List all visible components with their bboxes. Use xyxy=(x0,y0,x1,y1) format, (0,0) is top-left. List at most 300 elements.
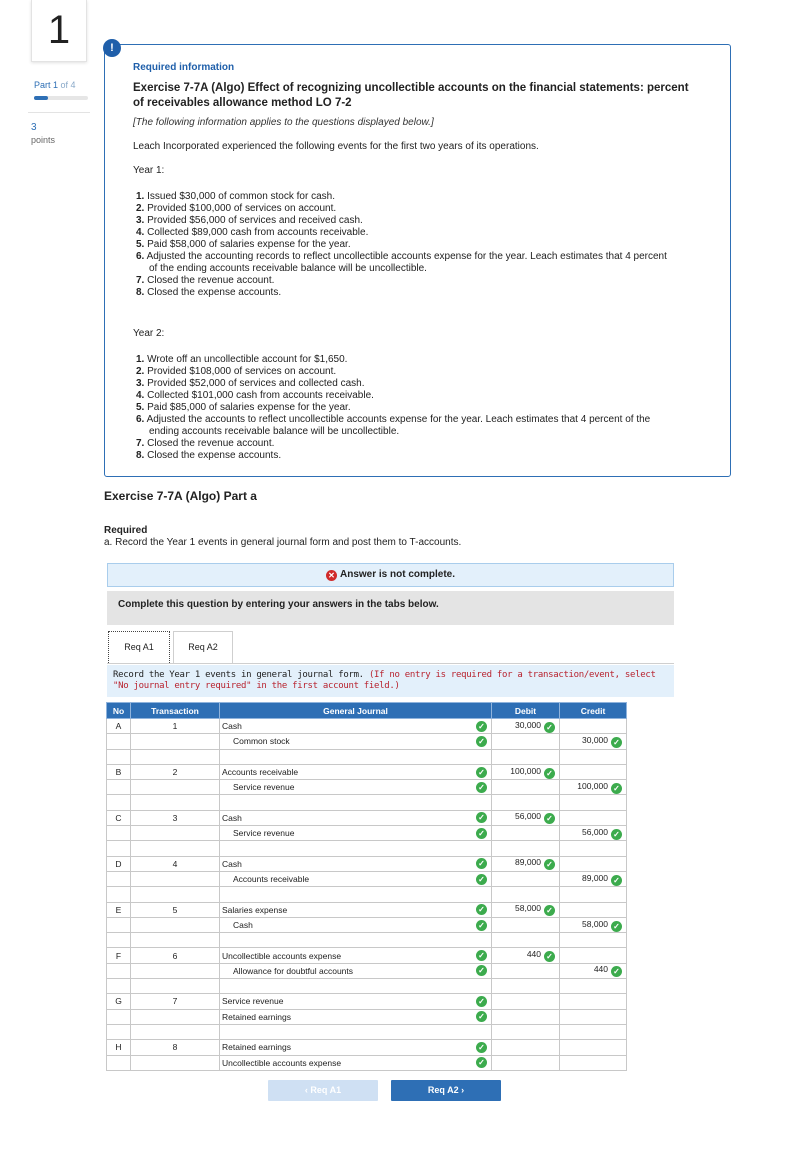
account-name: Uncollectible accounts expense xyxy=(222,950,342,961)
table-row-spacer xyxy=(107,795,627,810)
account-cell xyxy=(222,965,491,976)
account-cell xyxy=(222,782,491,793)
info-intro: Leach Incorporated experienced the following events for the first two years of its operations. xyxy=(133,141,539,152)
account-select[interactable] xyxy=(220,810,492,825)
part-progress-fill xyxy=(34,96,48,100)
cell-no: F xyxy=(107,948,131,963)
empty-cell xyxy=(220,749,492,764)
account-select[interactable] xyxy=(220,871,492,886)
empty-cell xyxy=(107,749,131,764)
event-number: 1. xyxy=(136,354,145,365)
credit-input[interactable] xyxy=(560,917,627,932)
cell-transaction: 7 xyxy=(131,994,220,1009)
account-cell xyxy=(222,828,491,839)
event-text: Paid $58,000 of salaries expense for the year. xyxy=(147,239,351,250)
account-name: Allowance for doubtful accounts xyxy=(233,965,354,976)
table-row xyxy=(107,719,627,734)
event-text: Closed the expense accounts. xyxy=(147,287,282,298)
empty-cell xyxy=(492,1024,560,1039)
account-name: Accounts receivable xyxy=(233,874,310,885)
debit-input[interactable] xyxy=(492,902,560,917)
credit-input[interactable] xyxy=(560,902,627,917)
table-row xyxy=(107,764,627,779)
account-select[interactable] xyxy=(220,734,492,749)
instructions-note: (If no entry is required for a transaction/event, select "No journal entry required" in the first account field.) xyxy=(113,670,656,691)
event-number: 2. xyxy=(136,366,145,377)
account-cell xyxy=(222,721,491,732)
empty-cell xyxy=(560,749,627,764)
event-text: Provided $52,000 of services and collected cash. xyxy=(147,378,365,389)
event-number: 5. xyxy=(136,239,145,250)
event-text: Paid $85,000 of salaries expense for the year. xyxy=(147,402,351,413)
account-cell xyxy=(222,858,491,869)
event-number: 3. xyxy=(136,378,145,389)
check-icon: ✓ xyxy=(476,736,487,747)
account-name: Common stock xyxy=(233,736,290,747)
account-name: Cash xyxy=(233,920,253,930)
header-general-journal: General Journal xyxy=(220,703,492,719)
cell-transaction: 4 xyxy=(131,856,220,871)
debit-input[interactable] xyxy=(492,948,560,963)
check-icon: ✓ xyxy=(476,1011,487,1022)
account-select[interactable] xyxy=(220,948,492,963)
account-name: Cash xyxy=(222,858,242,869)
table-row xyxy=(107,1055,627,1070)
table-row xyxy=(107,856,627,871)
check-icon: ✓ xyxy=(476,812,487,823)
credit-amount: 100,000 xyxy=(577,780,608,791)
cell-no xyxy=(107,871,131,886)
required-label: Required xyxy=(104,525,148,536)
cell-transaction xyxy=(131,734,220,749)
account-cell xyxy=(222,920,491,931)
cell-no xyxy=(107,734,131,749)
header-credit: Credit xyxy=(560,703,627,719)
empty-cell xyxy=(492,979,560,994)
answer-status-bar xyxy=(107,563,674,587)
table-row-spacer xyxy=(107,841,627,856)
exercise-title: Exercise 7-7A (Algo) Effect of recognizing uncollectible accounts on the financial statements: percent of receivables allowance method LO 7-2 xyxy=(133,82,689,109)
tab-divider xyxy=(107,663,674,664)
credit-input[interactable] xyxy=(560,734,627,749)
empty-cell xyxy=(492,841,560,856)
cell-transaction: 5 xyxy=(131,902,220,917)
empty-cell xyxy=(131,795,220,810)
check-icon: ✓ xyxy=(611,921,622,932)
debit-input[interactable] xyxy=(492,917,560,932)
cell-transaction: 1 xyxy=(131,719,220,734)
header-no: No xyxy=(107,703,131,719)
next-req-a2-button[interactable]: Req A2 › xyxy=(391,1080,501,1101)
answer-status-text: Answer is not complete. xyxy=(339,569,456,580)
account-select[interactable] xyxy=(220,764,492,779)
credit-input[interactable] xyxy=(560,764,627,779)
debit-input[interactable] xyxy=(492,963,560,978)
event-text: Closed the revenue account. xyxy=(147,275,275,286)
account-cell xyxy=(222,950,491,961)
credit-input[interactable] xyxy=(560,994,627,1009)
credit-input[interactable] xyxy=(560,871,627,886)
debit-amount: 56,000 xyxy=(515,811,541,822)
table-row-spacer xyxy=(107,979,627,994)
credit-input[interactable] xyxy=(560,1009,627,1024)
table-row xyxy=(107,734,627,749)
event-item xyxy=(136,275,702,287)
check-icon: ✓ xyxy=(544,813,555,824)
account-cell xyxy=(222,904,491,915)
debit-input[interactable] xyxy=(492,810,560,825)
account-name: Service revenue xyxy=(222,996,284,1007)
empty-cell xyxy=(220,979,492,994)
credit-amount: 58,000 xyxy=(582,918,608,929)
account-cell xyxy=(222,1011,491,1022)
account-cell xyxy=(222,1042,491,1053)
part-progress-bar xyxy=(34,96,88,100)
check-icon: ✓ xyxy=(476,950,487,961)
cell-transaction xyxy=(131,1055,220,1070)
event-item xyxy=(136,287,702,299)
required-information-box xyxy=(104,44,731,477)
credit-amount: 89,000 xyxy=(582,872,608,883)
check-icon: ✓ xyxy=(611,783,622,794)
debit-amount: 30,000 xyxy=(515,719,541,730)
instructions-main: Record the Year 1 events in general journal form. xyxy=(113,670,364,680)
empty-cell xyxy=(220,1024,492,1039)
account-select[interactable] xyxy=(220,994,492,1009)
account-name: Salaries expense xyxy=(222,904,288,915)
year2-events xyxy=(133,354,702,462)
account-cell xyxy=(222,996,491,1007)
event-number: 8. xyxy=(136,287,145,298)
table-row xyxy=(107,1009,627,1024)
points-label: points xyxy=(31,135,56,145)
year2-label: Year 2: xyxy=(133,328,165,339)
event-item xyxy=(136,215,702,227)
credit-amount: 56,000 xyxy=(582,826,608,837)
credit-input[interactable] xyxy=(560,826,627,841)
check-icon: ✓ xyxy=(476,828,487,839)
check-icon: ✓ xyxy=(476,904,487,915)
check-icon: ✓ xyxy=(544,768,555,779)
event-text: Closed the revenue account. xyxy=(147,438,275,449)
tab-req-a1[interactable]: Req A1 xyxy=(108,631,170,663)
event-item xyxy=(136,390,702,402)
event-number: 3. xyxy=(136,215,145,226)
cell-transaction xyxy=(131,1009,220,1024)
event-text: Provided $56,000 of services and received cash. xyxy=(147,215,363,226)
account-select[interactable] xyxy=(220,902,492,917)
event-text: Issued $30,000 of common stock for cash. xyxy=(147,191,336,202)
account-cell xyxy=(222,1057,491,1068)
debit-input[interactable] xyxy=(492,826,560,841)
table-row-spacer xyxy=(107,749,627,764)
debit-amount: 89,000 xyxy=(515,857,541,868)
event-text: Provided $108,000 of services on account. xyxy=(147,366,337,377)
event-item xyxy=(136,251,702,275)
account-select[interactable] xyxy=(220,1009,492,1024)
cell-no: G xyxy=(107,994,131,1009)
account-name: Service revenue xyxy=(233,782,295,793)
check-icon: ✓ xyxy=(476,782,487,793)
empty-cell xyxy=(107,979,131,994)
credit-input[interactable] xyxy=(560,963,627,978)
credit-input[interactable] xyxy=(560,856,627,871)
cell-no xyxy=(107,1009,131,1024)
check-icon: ✓ xyxy=(476,874,487,885)
credit-input[interactable] xyxy=(560,1055,627,1070)
event-text: Provided $100,000 of services on account. xyxy=(147,203,337,214)
account-name: Uncollectible accounts expense xyxy=(222,1057,342,1068)
event-number: 7. xyxy=(136,438,145,449)
tab-req-a2[interactable]: Req A2 xyxy=(173,631,233,663)
journal-header-row xyxy=(107,703,627,719)
debit-amount: 100,000 xyxy=(510,765,541,776)
journal-instructions xyxy=(107,665,674,697)
credit-input[interactable] xyxy=(560,1040,627,1055)
check-icon: ✓ xyxy=(611,737,622,748)
table-row xyxy=(107,826,627,841)
empty-cell xyxy=(220,933,492,948)
credit-amount: 30,000 xyxy=(582,734,608,745)
general-journal-table xyxy=(106,702,627,1071)
cell-no: B xyxy=(107,764,131,779)
cell-no xyxy=(107,1055,131,1070)
credit-input[interactable] xyxy=(560,780,627,795)
empty-cell xyxy=(560,979,627,994)
rail-divider xyxy=(28,112,90,113)
year1-events xyxy=(133,191,702,299)
cell-transaction: 2 xyxy=(131,764,220,779)
table-row xyxy=(107,780,627,795)
cell-transaction: 8 xyxy=(131,1040,220,1055)
check-icon: ✓ xyxy=(476,996,487,1007)
event-text: Closed the expense accounts. xyxy=(147,450,282,461)
table-row-spacer xyxy=(107,1024,627,1039)
debit-input[interactable] xyxy=(492,856,560,871)
cell-no: A xyxy=(107,719,131,734)
debit-input[interactable] xyxy=(492,871,560,886)
event-text: Collected $101,000 cash from accounts receivable. xyxy=(147,390,374,401)
check-icon: ✓ xyxy=(544,859,555,870)
empty-cell xyxy=(107,795,131,810)
debit-input[interactable] xyxy=(492,1009,560,1024)
empty-cell xyxy=(131,749,220,764)
account-cell xyxy=(222,767,491,778)
credit-input[interactable] xyxy=(560,948,627,963)
debit-input[interactable] xyxy=(492,994,560,1009)
event-item xyxy=(136,438,702,450)
debit-input[interactable] xyxy=(492,780,560,795)
account-select[interactable] xyxy=(220,780,492,795)
check-icon: ✓ xyxy=(544,722,555,733)
check-icon: ✓ xyxy=(476,1042,487,1053)
cell-no xyxy=(107,826,131,841)
empty-cell xyxy=(131,887,220,902)
account-name: Accounts receivable xyxy=(222,767,299,778)
header-debit: Debit xyxy=(492,703,560,719)
prev-req-a1-button[interactable]: ‹ Req A1 xyxy=(268,1080,378,1101)
debit-input[interactable] xyxy=(492,734,560,749)
debit-input[interactable] xyxy=(492,1040,560,1055)
cell-transaction xyxy=(131,780,220,795)
empty-cell xyxy=(107,841,131,856)
check-icon: ✓ xyxy=(476,767,487,778)
check-icon: ✓ xyxy=(611,829,622,840)
cell-no: H xyxy=(107,1040,131,1055)
check-icon: ✓ xyxy=(544,951,555,962)
event-number: 6. xyxy=(136,414,145,425)
cell-no xyxy=(107,780,131,795)
credit-input[interactable] xyxy=(560,810,627,825)
account-name: Cash xyxy=(222,721,242,732)
event-number: 4. xyxy=(136,227,145,238)
question-number: 1 xyxy=(31,0,87,62)
empty-cell xyxy=(492,887,560,902)
event-number: 4. xyxy=(136,390,145,401)
event-item xyxy=(136,227,702,239)
account-select[interactable] xyxy=(220,963,492,978)
debit-amount: 58,000 xyxy=(515,903,541,914)
cell-no: D xyxy=(107,856,131,871)
cell-transaction xyxy=(131,871,220,886)
table-row-spacer xyxy=(107,933,627,948)
check-icon: ✓ xyxy=(476,1057,487,1068)
account-name: Retained earnings xyxy=(222,1042,291,1053)
part-of: of 4 xyxy=(60,80,76,90)
check-icon: ✓ xyxy=(476,965,487,976)
empty-cell xyxy=(131,933,220,948)
event-text: Adjusted the accounting records to reflect uncollectible accounts expense for the year. Leach estimates that 4 percent xyxy=(146,251,667,262)
empty-cell xyxy=(560,841,627,856)
incorrect-icon: ✕ xyxy=(326,570,337,581)
account-select[interactable] xyxy=(220,917,492,932)
event-text: Collected $89,000 cash from accounts receivable. xyxy=(147,227,369,238)
table-row xyxy=(107,963,627,978)
event-item xyxy=(136,366,702,378)
cell-transaction xyxy=(131,826,220,841)
table-row xyxy=(107,1040,627,1055)
cell-no: C xyxy=(107,810,131,825)
check-icon: ✓ xyxy=(611,875,622,886)
event-text-continued: of the ending accounts receivable balance will be uncollectible. xyxy=(149,263,427,274)
empty-cell xyxy=(220,795,492,810)
empty-cell xyxy=(131,1024,220,1039)
account-name: Retained earnings xyxy=(222,1011,291,1022)
empty-cell xyxy=(107,933,131,948)
cell-no xyxy=(107,917,131,932)
table-row xyxy=(107,917,627,932)
debit-amount: 440 xyxy=(526,949,541,960)
table-row xyxy=(107,902,627,917)
info-note: [The following information applies to the questions displayed below.] xyxy=(133,117,434,128)
debit-input[interactable] xyxy=(492,764,560,779)
event-number: 1. xyxy=(136,191,145,202)
event-item xyxy=(136,203,702,215)
cell-transaction xyxy=(131,963,220,978)
table-row xyxy=(107,948,627,963)
event-number: 5. xyxy=(136,402,145,413)
event-text: Adjusted the accounts to reflect uncollectible accounts expense for the year. Leach estimates that 4 percent of the xyxy=(146,414,651,425)
check-icon: ✓ xyxy=(476,721,487,732)
header-transaction: Transaction xyxy=(131,703,220,719)
cell-transaction: 3 xyxy=(131,810,220,825)
account-select[interactable] xyxy=(220,1040,492,1055)
table-row xyxy=(107,871,627,886)
part-indicator xyxy=(34,80,76,90)
event-number: 2. xyxy=(136,203,145,214)
required-text: a. Record the Year 1 events in general journal form and post them to T-accounts. xyxy=(104,537,462,548)
empty-cell xyxy=(220,887,492,902)
part-a-title: Exercise 7-7A (Algo) Part a xyxy=(104,489,257,503)
check-icon: ✓ xyxy=(611,966,622,977)
empty-cell xyxy=(492,749,560,764)
account-name: Cash xyxy=(222,812,242,823)
empty-cell xyxy=(560,887,627,902)
table-row xyxy=(107,810,627,825)
empty-cell xyxy=(107,887,131,902)
points-value: 3 xyxy=(31,122,37,133)
empty-cell xyxy=(131,841,220,856)
account-select[interactable] xyxy=(220,826,492,841)
cell-transaction xyxy=(131,917,220,932)
event-item xyxy=(136,402,702,414)
empty-cell xyxy=(492,933,560,948)
event-item xyxy=(136,239,702,251)
check-icon: ✓ xyxy=(476,858,487,869)
complete-instruction-bar: Complete this question by entering your answers in the tabs below. xyxy=(107,591,674,625)
debit-input[interactable] xyxy=(492,1055,560,1070)
cell-transaction: 6 xyxy=(131,948,220,963)
table-row-spacer xyxy=(107,887,627,902)
credit-input[interactable] xyxy=(560,719,627,734)
check-icon: ✓ xyxy=(476,920,487,931)
event-number: 6. xyxy=(136,251,145,262)
check-icon: ✓ xyxy=(544,905,555,916)
empty-cell xyxy=(131,979,220,994)
account-select[interactable] xyxy=(220,719,492,734)
event-item xyxy=(136,414,702,438)
empty-cell xyxy=(560,933,627,948)
account-cell xyxy=(222,736,491,747)
event-item xyxy=(136,191,702,203)
cell-no xyxy=(107,963,131,978)
event-number: 7. xyxy=(136,275,145,286)
empty-cell xyxy=(492,795,560,810)
table-row xyxy=(107,994,627,1009)
required-info-heading: Required information xyxy=(133,62,235,73)
empty-cell xyxy=(220,841,492,856)
event-number: 8. xyxy=(136,450,145,461)
year1-label: Year 1: xyxy=(133,165,165,176)
account-select[interactable] xyxy=(220,856,492,871)
empty-cell xyxy=(560,1024,627,1039)
event-item xyxy=(136,378,702,390)
event-text: Wrote off an uncollectible account for $1,650. xyxy=(147,354,348,365)
account-cell xyxy=(222,812,491,823)
account-cell xyxy=(222,874,491,885)
part-label: Part 1 xyxy=(34,80,59,90)
event-item xyxy=(136,450,702,462)
event-item xyxy=(136,354,702,366)
empty-cell xyxy=(107,1024,131,1039)
alert-icon: ! xyxy=(103,39,121,57)
event-text-continued: ending accounts receivable balance will be uncollectible. xyxy=(149,426,400,437)
account-name: Service revenue xyxy=(233,828,295,839)
credit-amount: 440 xyxy=(593,964,608,975)
empty-cell xyxy=(560,795,627,810)
debit-input[interactable] xyxy=(492,719,560,734)
account-select[interactable] xyxy=(220,1055,492,1070)
